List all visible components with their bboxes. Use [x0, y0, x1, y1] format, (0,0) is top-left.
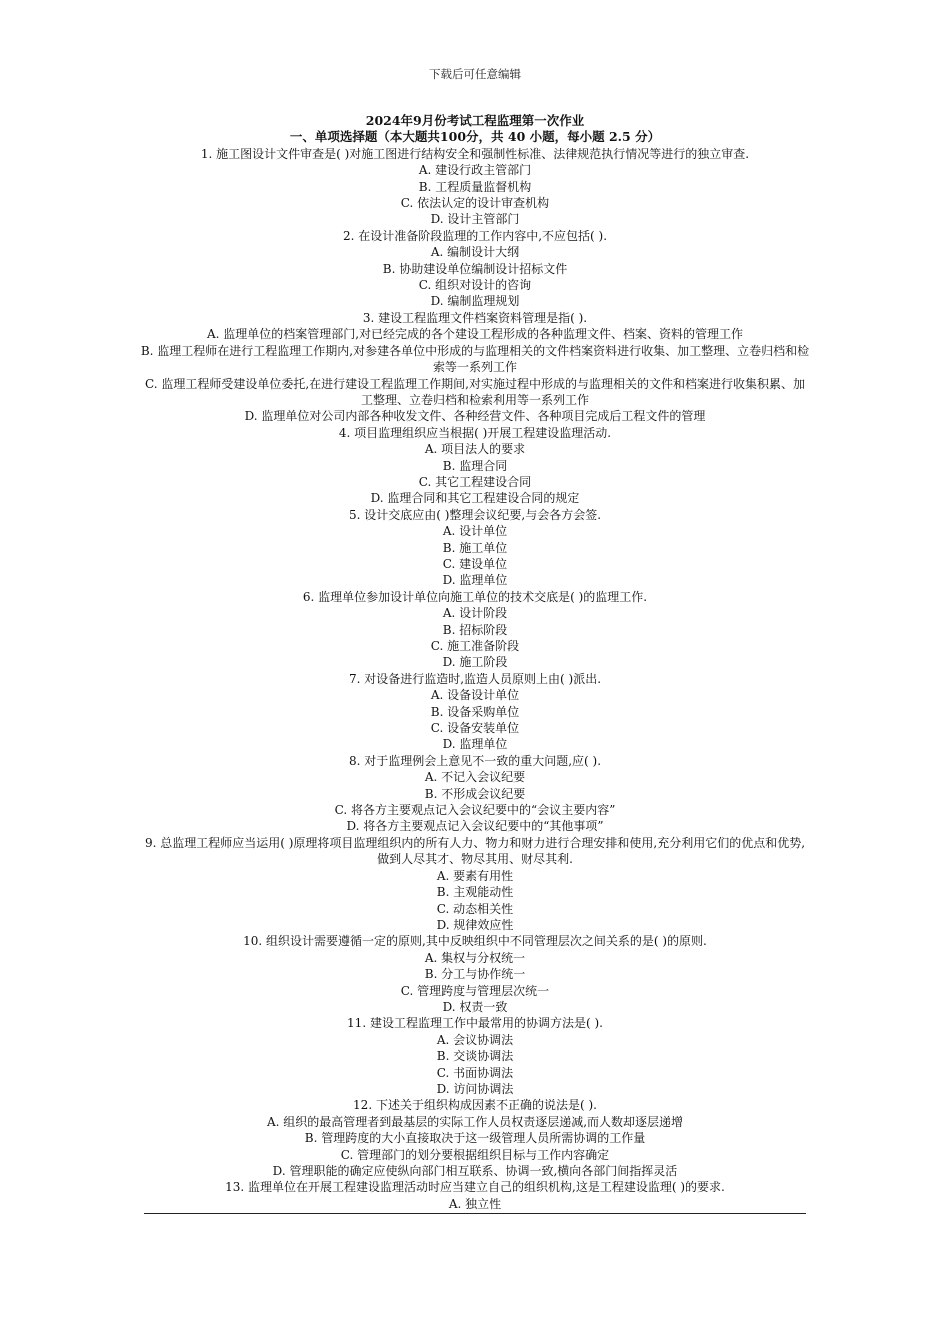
- header-note: 下载后可任意编辑: [429, 67, 521, 81]
- answer-option: B. 不形成会议纪要: [424, 786, 526, 801]
- answer-option: B. 监理合同: [442, 458, 508, 473]
- question-stem: 2. 在设计准备阶段监理的工作内容中,不应包括( ).: [342, 228, 608, 243]
- answer-option: A. 要素有用性: [436, 868, 514, 883]
- question-stem: 6. 监理单位参加设计单位向施工单位的技术交底是( )的监理工作.: [302, 589, 648, 604]
- answer-option: B. 工程质量监督机构: [418, 179, 532, 194]
- answer-option: A. 设备设计单位: [430, 688, 520, 703]
- answer-option: C. 监理工程师受建设单位委托,在进行建设工程监理工作期间,对实施过程中形成的与监理相关的文件和档案进行收集积累、加工整理、立卷归档和检索利用等一系列工作: [144, 376, 806, 407]
- answer-option: B. 交谈协调法: [436, 1049, 514, 1064]
- answer-option: C. 书面协调法: [436, 1065, 514, 1080]
- answer-option: D. 规律效应性: [436, 917, 514, 932]
- question-stem: 13. 监理单位在开展工程建设监理活动时应当建立自己的组织机构,这是工程建设监理( )的要求.: [225, 1180, 725, 1195]
- answer-option: A. 建设行政主管部门: [418, 163, 532, 178]
- section-heading: 一、单项选择题（本大题共100分，共 40 小题，每小题 2.5 分）: [289, 129, 661, 145]
- answer-option: A. 设计单位: [442, 524, 508, 539]
- question-stem: 1. 施工图设计文件审查是( )对施工图进行结构安全和强制性标准、法律规范执行情况等进行的独立审查.: [200, 146, 750, 161]
- answer-option: A. 编制设计大纲: [430, 245, 520, 260]
- question-stem: 3. 建设工程监理文件档案资料管理是指( ).: [362, 310, 588, 325]
- answer-option: D. 编制监理规划: [430, 294, 520, 309]
- question-stem: 12. 下述关于组织构成因素不正确的说法是( ).: [353, 1098, 597, 1113]
- answer-option: D. 监理单位: [442, 737, 508, 752]
- answer-option: D. 施工阶段: [442, 655, 508, 670]
- answer-option: B. 施工单位: [442, 540, 508, 555]
- answer-option: A. 会议协调法: [436, 1032, 514, 1047]
- answer-option: B. 设备采购单位: [430, 704, 520, 719]
- question-stem: 10. 组织设计需要遵循一定的原则,其中反映组织中不同管理层次之间关系的是( )的原则.: [243, 934, 707, 949]
- answer-option: B. 分工与协作统一: [424, 967, 526, 982]
- answer-option: C. 设备安装单位: [430, 721, 520, 736]
- answer-option: C. 其它工程建设合同: [418, 474, 532, 489]
- document-title: 2024年9月份考试工程监理第一次作业: [365, 113, 585, 128]
- footer-rule: [144, 1213, 806, 1214]
- answer-option: A. 监理单位的档案管理部门,对已经完成的各个建设工程形成的各种监理文件、档案、资料的管理工作: [206, 327, 744, 342]
- answer-option: A. 集权与分权统一: [424, 950, 526, 965]
- answer-option: D. 访问协调法: [436, 1081, 514, 1096]
- answer-option: B. 招标阶段: [442, 622, 508, 637]
- question-list: [140, 146, 810, 1212]
- document-body: [140, 113, 810, 1212]
- question-stem: 5. 设计交底应由( )整理会议纪要,与会各方会签.: [348, 507, 602, 522]
- answer-option: B. 监理工程师在进行工程监理工作期内,对参建各单位中形成的与监理相关的文件档案资料进行收集、加工整理、立卷归档和检索等一系列工作: [140, 343, 810, 375]
- answer-option: B. 协助建设单位编制设计招标文件: [382, 261, 568, 276]
- answer-option: A. 项目法人的要求: [424, 442, 526, 457]
- answer-option: C. 动态相关性: [436, 901, 514, 916]
- question-stem: 11. 建设工程监理工作中最常用的协调方法是( ).: [347, 1016, 603, 1031]
- answer-option: C. 将各方主要观点记入会议纪要中的“会议主要内容”: [334, 803, 616, 818]
- answer-option: D. 将各方主要观点记入会议纪要中的“其他事项”: [346, 819, 604, 834]
- answer-option: C. 管理部门的划分要根据组织目标与工作内容确定: [340, 1147, 610, 1162]
- answer-option: A. 组织的最高管理者到最基层的实际工作人员权责逐层递减,而人数却逐层递增: [266, 1114, 684, 1129]
- answer-option: D. 权责一致: [442, 999, 508, 1014]
- answer-option: B. 管理跨度的大小直接取决于这一级管理人员所需协调的工作量: [304, 1131, 646, 1146]
- answer-option: D. 监理合同和其它工程建设合同的规定: [370, 491, 580, 506]
- answer-option: D. 监理单位对公司内部各种收发文件、各种经营文件、各种项目完成后工程文件的管理: [244, 409, 706, 424]
- question-stem: 4. 项目监理组织应当根据( )开展工程建设监理活动.: [338, 425, 612, 440]
- answer-option: C. 依法认定的设计审查机构: [400, 196, 550, 211]
- answer-option: C. 管理跨度与管理层次统一: [400, 983, 550, 998]
- question-stem: 9. 总监理工程师应当运用( )原理将项目监理组织内的所有人力、物力和财力进行合理安排和使用,充分利用它们的优点和优势,做到人尽其才、物尽其用、财尽其利.: [144, 835, 806, 867]
- answer-option: C. 组织对设计的咨询: [418, 278, 532, 293]
- question-stem: 7. 对设备进行监造时,监造人员原则上由( )派出.: [348, 671, 602, 686]
- answer-option: C. 施工准备阶段: [430, 639, 520, 653]
- answer-option: B. 主观能动性: [436, 885, 514, 900]
- question-stem: 8. 对于监理例会上意见不一致的重大问题,应( ).: [348, 753, 602, 768]
- answer-option: A. 独立性: [448, 1196, 502, 1211]
- answer-option: A. 设计阶段: [442, 606, 508, 621]
- answer-option: D. 管理职能的确定应使纵向部门相互联系、协调一致,横向各部门间指挥灵活: [272, 1164, 678, 1178]
- answer-option: D. 监理单位: [442, 573, 508, 588]
- answer-option: A. 不记入会议纪要: [424, 770, 526, 785]
- answer-option: C. 建设单位: [442, 556, 508, 571]
- answer-option: D. 设计主管部门: [430, 212, 520, 227]
